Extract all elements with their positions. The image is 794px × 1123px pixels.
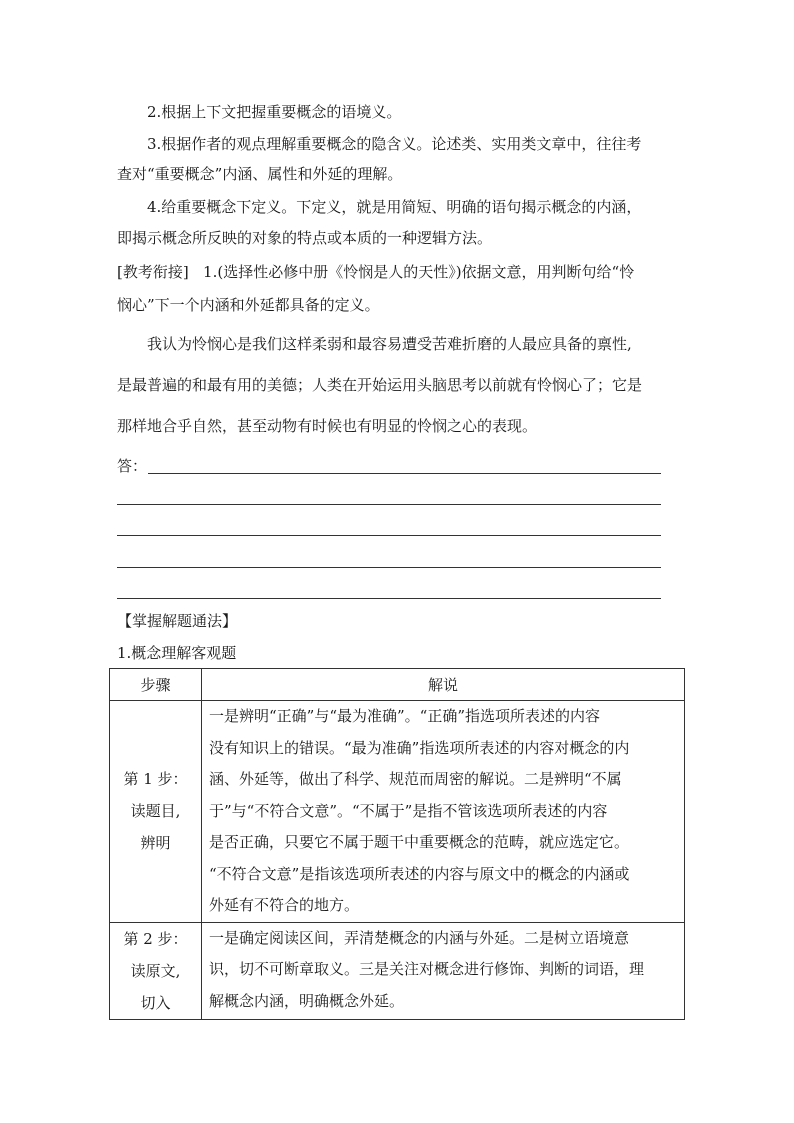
answer-line-5[interactable] — [117, 598, 661, 599]
exercise-question-1: 1.(选择性必修中册《怜悯是人的天性》)依据文意，用判断句给“怜 — [203, 263, 635, 281]
table-header-row — [110, 669, 685, 701]
paragraph-4-line-2: 即揭示概念所反映的对象的特点或本质的一种逻辑方法。 — [117, 229, 493, 247]
description-line: 解概念内涵，明确概念外延。 — [209, 991, 405, 1010]
answer-line-2[interactable] — [117, 504, 661, 505]
description-line: 识，切不可断章取义。三是关注对概念进行修饰、判断的词语，理 — [209, 960, 645, 978]
section-title: 【掌握解题通法】 — [117, 612, 238, 630]
paragraph-2: 2.根据上下文把握重要概念的语境义。 — [147, 103, 402, 121]
step-cell — [110, 922, 202, 1019]
step-line: 第 1 步： — [123, 770, 188, 789]
paragraph-3-line-1: 3.根据作者的观点理解重要概念的隐含义。论述类、实用类文章中，往往考 — [147, 135, 642, 153]
exercise-tag: [教考衔接] — [117, 263, 189, 281]
description-line: 一是辨明“正确”与“最为准确”。“正确”指选项所表述的内容 — [209, 707, 601, 725]
quote-line-3: 那样地合乎自然，甚至动物有时候也有明显的怜悯之心的表现。 — [117, 417, 538, 435]
step-line: 辨明 — [140, 834, 171, 853]
table-row — [110, 701, 685, 923]
step-line: 读原文, — [130, 961, 181, 980]
answer-line-1[interactable] — [148, 473, 661, 474]
steps-table — [109, 668, 685, 1020]
step-cell — [110, 701, 202, 923]
answer-line-4[interactable] — [117, 567, 661, 568]
description-line: 外延有不符合的地方。 — [209, 896, 360, 914]
exercise-line-1 — [117, 262, 634, 282]
exercise-line-2: 悯心”下一个内涵和外延都具备的定义。 — [117, 296, 380, 314]
step-line: 切入 — [140, 993, 171, 1012]
description-line: 没有知识上的错误。“最为准确”指选项所表述的内容对概念的内 — [209, 738, 630, 757]
description-line: 涵、外延等，做出了科学、规范而周密的解说。二是辨明“不属 — [209, 770, 622, 788]
quote-line-1: 我认为怜悯心是我们这样柔弱和最容易遭受苦难折磨的人最应具备的禀性, — [147, 335, 632, 353]
description-line: 于”与“不符合文意”。“不属于”是指不管该选项所表述的内容 — [209, 801, 608, 820]
table-row — [110, 922, 685, 1019]
description-cell — [202, 701, 685, 923]
paragraph-4-line-1: 4.给重要概念下定义。下定义，就是用简短、明确的语句揭示概念的内涵， — [147, 198, 642, 216]
quote-line-2: 是最普遍的和最有用的美德；人类在开始运用头脑思考以前就有怜悯心了；它是 — [117, 376, 643, 394]
step-line: 第 2 步： — [123, 929, 188, 948]
header-step: 步骤 — [110, 669, 202, 701]
description-line: 是否正确，只要它不属于题干中重要概念的范畴，就应选定它。 — [209, 833, 630, 851]
answer-line-3[interactable] — [117, 535, 661, 536]
answer-label: 答： — [117, 457, 148, 475]
section-subtitle: 1.概念理解客观题 — [117, 644, 237, 662]
description-line: “不符合文意”是指该选项所表述的内容与原文中的概念的内涵或 — [209, 864, 630, 883]
paragraph-3-line-2: 查对“重要概念”内涵、属性和外延的理解。 — [117, 165, 403, 183]
description-line: 一是确定阅读区间，弄清楚概念的内涵与外延。二是树立语境意 — [209, 928, 630, 947]
description-cell — [202, 922, 685, 1019]
header-description: 解说 — [202, 669, 685, 701]
step-line: 读题目, — [130, 802, 181, 821]
